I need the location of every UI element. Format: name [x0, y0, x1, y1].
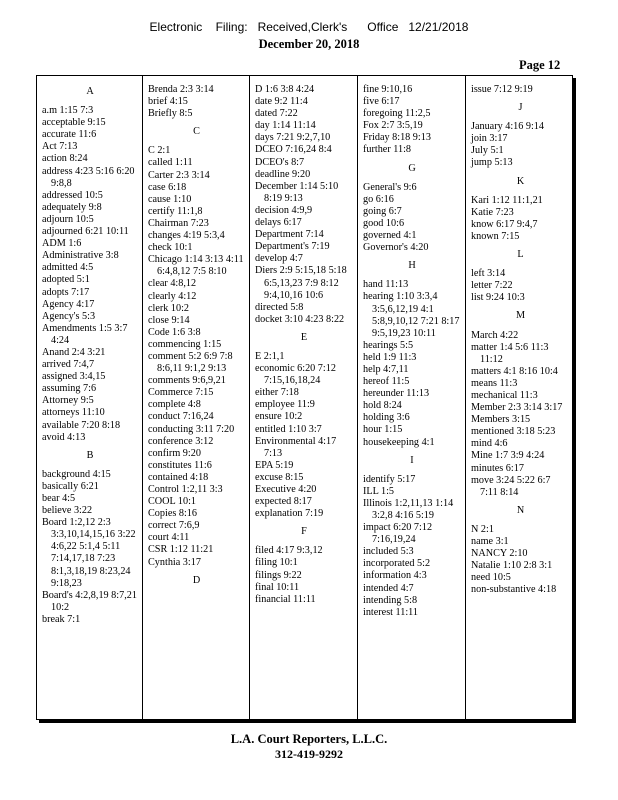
index-entry: left 3:14 — [471, 268, 506, 280]
section-letter: I — [410, 454, 414, 466]
index-entry: addressed 10:5 — [42, 189, 103, 201]
index-entry: foregoing 11:2,5 — [363, 108, 431, 120]
index-entry: matters 4:1 8:16 10:4 — [471, 365, 558, 377]
index-column-3 — [250, 76, 358, 719]
index-entry: decision 4:9,9 — [255, 204, 313, 216]
index-entry: economic 6:20 7:12 7:15,16,18,24 — [255, 363, 336, 387]
index-entry: changes 4:19 5:3,4 — [148, 230, 225, 242]
index-entry: mind 4:6 — [471, 438, 508, 450]
index-entry: basically 6:21 — [42, 480, 99, 492]
index-entry: January 4:16 9:14 — [471, 121, 544, 133]
index-entry: fine 9:10,16 — [363, 84, 413, 95]
section-letter: L — [517, 249, 524, 261]
index-entry: Amendments 1:5 3:7 4:24 — [42, 322, 128, 346]
section-letter: J — [518, 102, 523, 114]
index-entry: move 3:24 5:22 6:7 7:11 8:14 — [471, 474, 551, 498]
index-entry: DCEO's 8:7 — [255, 156, 305, 168]
index-entry: interest 11:11 — [363, 606, 418, 618]
index-entry: date 9:2 11:4 — [255, 96, 308, 108]
index-entry: matter 1:4 5:6 11:3 11:12 — [471, 341, 549, 365]
index-entry: ensure 10:2 — [255, 411, 303, 423]
index-entry: filed 4:17 9:3,12 — [255, 545, 323, 557]
index-entry: financial 11:11 — [255, 593, 316, 605]
index-entry: Control 1:2,11 3:3 — [148, 484, 223, 495]
index-entry: Illinois 1:2,11,13 1:14 3:2,8 4:16 5:19 — [363, 497, 454, 521]
index-entry: five 6:17 — [363, 96, 400, 108]
court-reporter-phone: 312-419-9292 — [275, 747, 343, 761]
index-entry: commencing 1:15 — [148, 338, 222, 350]
index-entry: D 1:6 3:8 4:24 — [255, 84, 315, 95]
index-entry: need 10:5 — [471, 572, 511, 584]
index-entry: Briefly 8:5 — [148, 108, 193, 120]
index-entry: hereof 11:5 — [363, 376, 410, 388]
section-letter: K — [516, 175, 525, 187]
index-entry: housekeeping 4:1 — [363, 436, 435, 448]
index-entry: Department 7:14 — [255, 229, 324, 241]
index-entry: break 7:1 — [42, 613, 81, 625]
index-entry: Act 7:13 — [42, 141, 78, 153]
index-entry: mentioned 3:18 5:23 — [471, 426, 556, 438]
index-entry: contained 4:18 — [148, 471, 209, 483]
section-letter: B — [86, 449, 94, 461]
court-reporter-name: L.A. Court Reporters, L.L.C. — [230, 732, 388, 746]
section-letter: A — [86, 86, 94, 97]
index-entry: admitted 4:5 — [42, 262, 94, 274]
index-entry: adequately 9:8 — [42, 201, 102, 213]
index-entry: governed 4:1 — [363, 230, 417, 242]
index-entry: deadline 9:20 — [255, 168, 311, 180]
index-entry: Department's 7:19 — [255, 241, 330, 253]
index-entry: clearly 4:12 — [148, 290, 197, 302]
index-entry: clerk 10:2 — [148, 302, 190, 314]
index-entry: check 10:1 — [148, 242, 193, 254]
index-entry: brief 4:15 — [148, 96, 188, 108]
index-entry: constitutes 11:6 — [148, 459, 212, 471]
index-entry: Anand 2:4 3:21 — [42, 346, 106, 358]
index-entry: Copies 8:16 — [148, 508, 197, 520]
index-entry: attorneys 11:10 — [42, 407, 105, 419]
index-entry: name 3:1 — [471, 536, 509, 547]
index-entry: means 11:3 — [471, 377, 518, 389]
index-entry: excuse 8:15 — [255, 471, 304, 483]
index-entry: Natalie 1:10 2:8 3:1 — [471, 560, 553, 572]
index-entry: filing 10:1 — [255, 557, 298, 569]
index-entry: December 1:14 5:10 8:19 9:13 — [255, 180, 339, 204]
index-entry: cause 1:10 — [148, 193, 192, 205]
section-letter: M — [515, 310, 526, 322]
index-entry: arrived 7:4,7 — [42, 359, 95, 371]
index-entry: adopted 5:1 — [42, 274, 90, 286]
index-entry: C 2:1 — [148, 145, 171, 157]
index-entry: conduct 7:16,24 — [148, 411, 214, 423]
index-entry: adopts 7:17 — [42, 286, 90, 298]
index-entry: close 9:14 — [148, 314, 190, 326]
index-entry: E 2:1,1 — [255, 350, 285, 362]
index-entry: further 11:8 — [363, 144, 411, 156]
index-entry: directed 5:8 — [255, 301, 304, 313]
section-letter: C — [193, 126, 200, 138]
index-entry: Executive 4:20 — [255, 484, 317, 495]
filing-date: December 20, 2018 — [258, 37, 360, 51]
index-entry: hold 8:24 — [363, 400, 402, 412]
index-entry: Commerce 7:15 — [148, 387, 214, 399]
index-entry: letter 7:22 — [471, 280, 513, 292]
section-letter: F — [301, 526, 307, 538]
index-entry: Diers 2:9 5:15,18 5:18 6:5,13,23 7:9 8:12 9:4,10,16 10:6 — [255, 265, 347, 301]
index-entry: Katie 7:23 — [471, 206, 514, 218]
index-entry: Friday 8:18 9:13 — [363, 132, 431, 144]
index-entry: General's 9:6 — [363, 181, 417, 193]
index-entry: expected 8:17 — [255, 496, 312, 508]
index-entry: good 10:6 — [363, 217, 405, 229]
index-entry: assigned 3:4,15 — [42, 371, 106, 383]
index-entry: a.m 1:15 7:3 — [42, 105, 94, 117]
index-entry: NANCY 2:10 — [471, 548, 528, 560]
index-entry: bear 4:5 — [42, 493, 76, 504]
index-entry: Fox 2:7 3:5,19 — [363, 120, 423, 132]
footer — [0, 732, 618, 761]
index-entry: explanation 7:19 — [255, 508, 324, 520]
index-entry: know 6:17 9:4,7 — [471, 218, 538, 230]
index-entry: comments 9:6,9,21 — [148, 375, 226, 387]
index-entry: adjourned 6:21 10:11 — [42, 226, 129, 238]
index-entry: hand 11:13 — [363, 279, 409, 291]
index-entry: COOL 10:1 — [148, 496, 197, 508]
index-entry: help 4:7,11 — [363, 363, 409, 375]
index-column-4 — [358, 76, 466, 719]
index-entry: called 1:11 — [148, 157, 193, 169]
index-entry: docket 3:10 4:23 8:22 — [255, 313, 345, 325]
index-entry: minutes 6:17 — [471, 462, 524, 474]
index-entry: identify 5:17 — [363, 473, 416, 485]
page-number: Page 12 — [519, 58, 561, 72]
index-entry: impact 6:20 7:12 7:16,19,24 — [363, 522, 433, 546]
index-entry: Attorney 9:5 — [42, 395, 94, 407]
index-entry: non-substantive 4:18 — [471, 584, 557, 596]
index-entry: Agency 4:17 — [42, 298, 95, 310]
index-entry: incorporated 5:2 — [363, 558, 431, 570]
index-entry: dated 7:22 — [255, 108, 298, 120]
index-entry: mechanical 11:3 — [471, 389, 538, 401]
index-entry: Member 2:3 3:14 3:17 — [471, 402, 563, 414]
index-entry: Cynthia 3:17 — [148, 556, 201, 568]
index-entry: adjourn 10:5 — [42, 213, 94, 225]
section-letter: D — [192, 574, 201, 586]
index-entry: complete 4:8 — [148, 399, 201, 411]
index-entry: intending 5:8 — [363, 594, 418, 606]
index-entry: Code 1:6 3:8 — [148, 326, 201, 338]
index-entry: issue 7:12 9:19 — [471, 84, 533, 95]
index-entry: day 1:14 11:14 — [255, 120, 316, 132]
index-entry: conference 3:12 — [148, 435, 214, 447]
index-entry: avoid 4:13 — [42, 431, 86, 443]
index-entry: delays 6:17 — [255, 217, 302, 229]
index-entry: entitled 1:10 3:7 — [255, 423, 322, 435]
index-entry: Administrative 3:8 — [42, 250, 119, 262]
index-entry: join 3:17 — [471, 133, 508, 145]
index-entry: develop 4:7 — [255, 253, 303, 265]
index-entry: known 7:15 — [471, 230, 520, 242]
index-entry: Carter 2:3 3:14 — [148, 169, 210, 181]
index-entry: either 7:18 — [255, 387, 299, 399]
index-entry: Brenda 2:3 3:14 — [148, 84, 214, 95]
index-entry: Members 3:15 — [471, 414, 531, 426]
index-entry: employee 11:9 — [255, 399, 315, 411]
index-entry: Chicago 1:14 3:13 4:11 6:4,8,12 7:5 8:10 — [148, 254, 244, 278]
section-letter: E — [300, 331, 308, 343]
index-entry: confirm 9:20 — [148, 447, 201, 459]
index-entry: DCEO 7:16,24 8:4 — [255, 144, 332, 156]
section-letter: N — [516, 504, 525, 516]
index-entry: held 1:9 11:3 — [363, 351, 417, 363]
index-entry: go 6:16 — [363, 193, 394, 205]
index-entry: hour 1:15 — [363, 424, 403, 436]
section-letter: G — [408, 162, 416, 174]
word-index-table — [36, 75, 573, 720]
index-entry: address 4:23 5:16 6:20 9:8,8 — [42, 165, 135, 189]
index-entry: intended 4:7 — [363, 582, 414, 594]
index-entry: final 10:11 — [255, 581, 300, 593]
index-entry: available 7:20 8:18 — [42, 419, 121, 431]
section-letter: H — [408, 260, 416, 272]
index-entry: Board 1:2,12 2:3 3:3,10,14,15,16 3:22 4:6,22 5:1,4 5:11 7:14,17,18 7:23 8:1,3,18,19 8:23,24 9:18,23 — [42, 517, 136, 589]
index-entry: acceptable 9:15 — [42, 117, 106, 129]
index-entry: Chairman 7:23 — [148, 217, 209, 229]
index-entry: conducting 3:11 7:20 — [148, 423, 235, 435]
index-entry: Environmental 4:17 7:13 — [255, 435, 337, 459]
index-entry: assuming 7:6 — [42, 383, 97, 395]
index-entry: Board's 4:2,8,19 8:7,21 10:2 — [42, 589, 137, 613]
index-entry: correct 7:6,9 — [148, 520, 200, 532]
index-entry: included 5:3 — [363, 546, 414, 558]
index-entry: certify 11:1,8 — [148, 205, 203, 217]
index-entry: July 5:1 — [471, 145, 504, 157]
index-entry: Agency's 5:3 — [42, 310, 96, 322]
index-entry: accurate 11:6 — [42, 129, 97, 141]
index-entry: jump 5:13 — [471, 157, 513, 169]
index-entry: N 2:1 — [471, 523, 494, 535]
index-entry: case 6:18 — [148, 181, 187, 193]
index-entry: March 4:22 — [471, 329, 519, 341]
index-entry: Governor's 4:20 — [363, 242, 429, 254]
index-entry: CSR 1:12 11:21 — [148, 544, 214, 556]
index-entry: information 4:3 — [363, 570, 427, 582]
index-entry: list 9:24 10:3 — [471, 292, 525, 304]
index-column-1 — [37, 76, 143, 719]
index-entry: court 4:11 — [148, 532, 190, 544]
index-entry: comment 5:2 6:9 7:8 8:6,11 9:1,2 9:13 — [148, 350, 233, 375]
index-entry: going 6:7 — [363, 205, 402, 217]
index-entry: believe 3:22 — [42, 505, 93, 517]
index-entry: background 4:15 — [42, 468, 111, 480]
index-entry: Mine 1:7 3:9 4:24 — [471, 450, 545, 462]
index-entry: hearing 1:10 3:3,4 3:5,6,12,19 4:1 5:8,9,10,12 7:21 8:17 9:5,19,23 10:11 — [363, 291, 460, 339]
index-entry: Kari 1:12 11:1,21 — [471, 194, 543, 206]
index-column-2 — [143, 76, 250, 719]
index-entry: ILL 1:5 — [363, 485, 395, 497]
filing-stamp: Electronic Filing: Received,Clerk's Office 12/21/2018 — [149, 20, 469, 34]
index-entry: hearings 5:5 — [363, 339, 414, 351]
index-entry: EPA 5:19 — [255, 459, 294, 471]
index-entry: hereunder 11:13 — [363, 388, 430, 400]
index-entry: holding 3:6 — [363, 412, 410, 424]
index-entry: action 8:24 — [42, 153, 88, 165]
index-entry: ADM 1:6 — [42, 238, 82, 250]
index-column-5 — [466, 76, 574, 719]
index-entry: days 7:21 9:2,7,10 — [255, 132, 331, 144]
index-entry: filings 9:22 — [255, 569, 302, 581]
index-entry: clear 4:8,12 — [148, 278, 197, 290]
